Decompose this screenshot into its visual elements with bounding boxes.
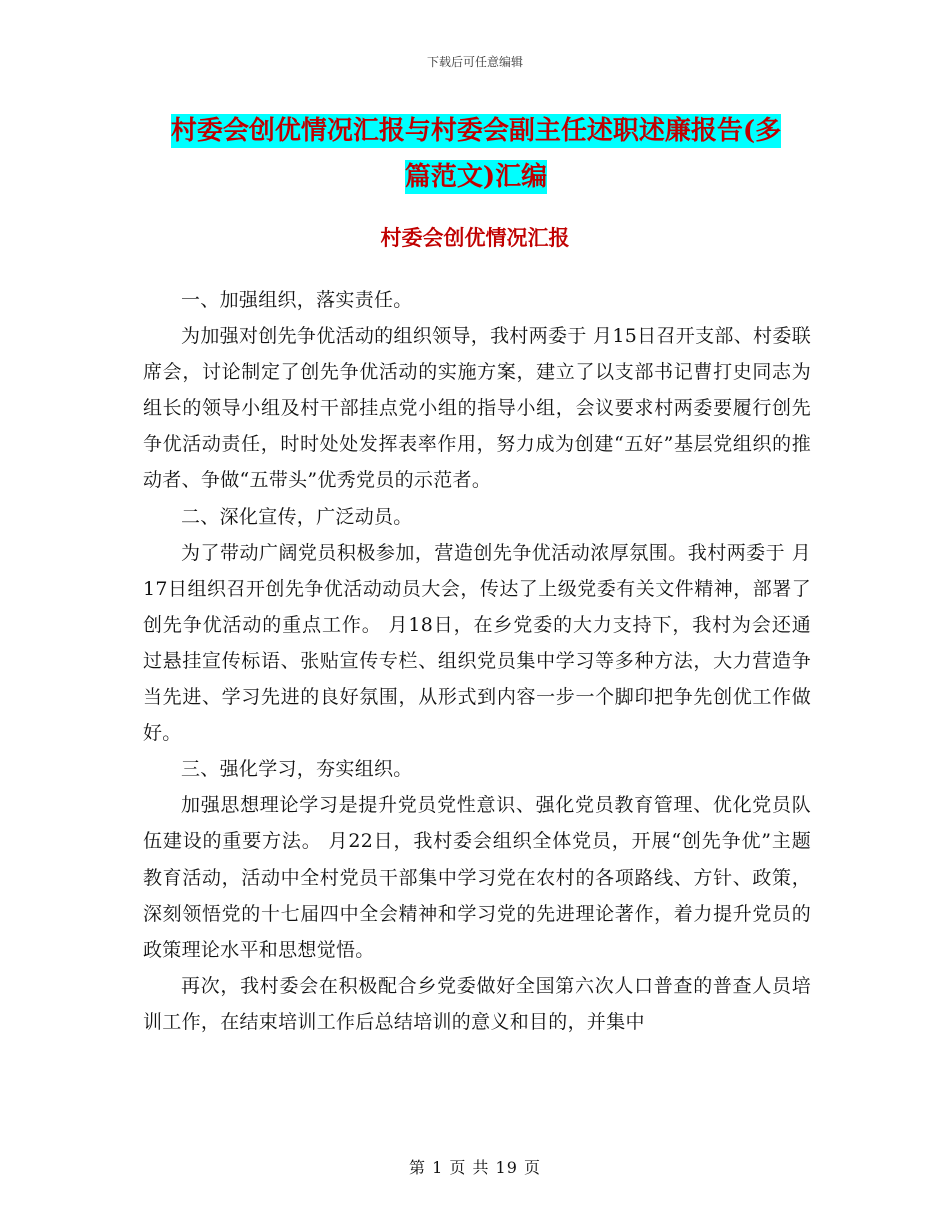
document-title-highlight: 篇范文)汇编: [404, 162, 548, 192]
paragraph: 为了带动广阔党员积极参加，营造创先争优活动浓厚氛围。我村两委于 月17日组织召开创先争优活动动员大会，传达了上级党委有关文件精神，部署了创先争优活动的重点工作。 月18日，在乡党委的大力支持下，我村为会还通过悬挂宣传标语、张贴宣传专栏、组织党员集中学习等多种方法，大力营造争当先进、学习先进的良好氛围，从形式到内容一步一个脚印把争先创优工作做好。: [143, 541, 811, 745]
document-title-line-1: [140, 107, 812, 155]
page-number: 第 1 页 共 19 页: [409, 1158, 541, 1177]
paragraph: 加强思想理论学习是提升党员党性意识、强化党员教育管理、优化党员队伍建设的重要方法。 月22日，我村委会组织全体党员，开展“创先争优”主题教育活动，活动中全村党员干部集中学习党在农村的各项路线、方针、政策，深刻领悟党的十七届四中全会精神和学习党的先进理论著作，着力提升党员的政策理论水平和思想觉悟。: [143, 794, 811, 961]
header-note: 下载后可任意编辑: [426, 55, 523, 69]
section-title: 村委会创优情况汇报: [380, 225, 570, 250]
paragraph-heading-1: 一、加强组织，落实责任。: [181, 289, 413, 311]
document-body: [143, 282, 811, 1040]
paragraph: 再次，我村委会在积极配合乡党委做好全国第六次人口普查的普查人员培训工作，在结束培训工作后总结培训的意义和目的，并集中: [143, 974, 811, 1033]
paragraph-heading-2: 二、深化宣传，广泛动员。: [181, 505, 413, 528]
document-title-line-2: [140, 153, 812, 201]
document-title-highlight: 村委会创优情况汇报与村委会副主任述职述廉报告(多: [170, 116, 782, 146]
paragraph: 为加强对创先争优活动的组织领导，我村两委于 月15日召开支部、村委联席会，讨论制定了创先争优活动的实施方案，建立了以支部书记曹打史同志为组长的领导小组及村干部挂点党小组的指导小组，会议要求村两委要履行创先争优活动责任，时时处处发挥表率作用，努力成为创建“五好”基层党组织的推动者、争做“五带头”优秀党员的示范者。: [143, 325, 811, 492]
paragraph-heading-3: 三、强化学习，夯实组织。: [181, 758, 413, 781]
